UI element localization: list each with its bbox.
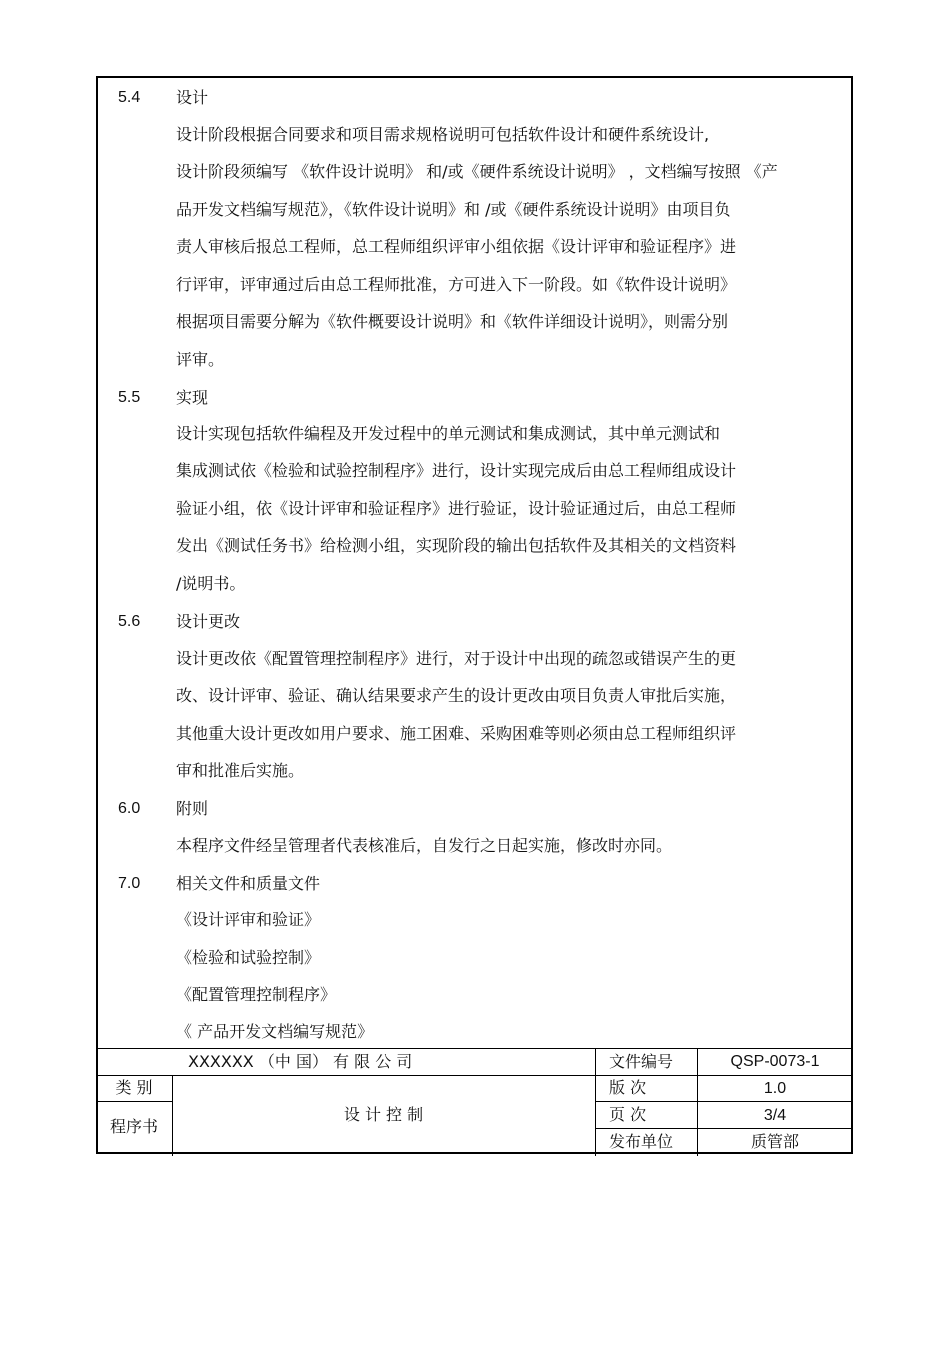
reference-item: 《检验和试验控制》 (176, 948, 321, 967)
reference-item: 《配置管理控制程序》 (176, 985, 337, 1004)
table-rule (96, 1048, 853, 1049)
paragraph-line: 设计实现包括软件编程及开发过程中的单元测试和集成测试，其中单元测试和 (176, 424, 721, 443)
section-title: 设计更改 (176, 612, 241, 631)
paragraph-line: 集成测试依《检验和试验控制程序》进行，设计实现完成后由总工程师组成设计 (176, 461, 737, 480)
paragraph-line: /说明书。 (176, 574, 246, 593)
paragraph-line: 评审。 (176, 350, 225, 369)
paragraph-line: 审和批准后实施。 (176, 761, 305, 780)
section-number: 5.4 (118, 89, 141, 106)
paragraph-line: 品开发文档编写规范》，《软件设计说明》和 /或《硬件系统设计说明》由项目负 (176, 200, 731, 219)
paragraph-line: 设计阶段须编写 《软件设计说明》 和/或《硬件系统设计说明》 ，文档编写按照 《产 (176, 162, 778, 181)
company-name: XXXXXX （中 国） 有 限 公 司 (188, 1052, 413, 1071)
table-rule (96, 1075, 853, 1076)
page-value: 3/4 (763, 1107, 787, 1124)
table-rule (595, 1128, 853, 1129)
reference-item: 《设计评审和验证》 (176, 910, 321, 929)
section-title: 附则 (176, 799, 209, 818)
paragraph-line: 改、设计评审、验证、确认结果要求产生的设计更改由项目负责人审批后实施， (176, 686, 737, 705)
category-label: 类 别 (115, 1078, 153, 1097)
table-rule (595, 1101, 853, 1102)
paragraph-line: 行评审，评审通过后由总工程师批准，方可进入下一阶段。如《软件设计说明》 (176, 275, 737, 294)
paragraph-line: 设计更改依《配置管理控制程序》进行，对于设计中出现的疏忽或错误产生的更 (176, 649, 737, 668)
section-number: 7.0 (118, 875, 141, 892)
document-frame (96, 76, 853, 1154)
doc-number-value: QSP-0073-1 (730, 1053, 820, 1070)
section-title: 实现 (176, 388, 209, 407)
table-rule (595, 1048, 596, 1156)
paragraph-line: 其他重大设计更改如用户要求、施工困难、采购困难等则必须由总工程师组织评 (176, 724, 737, 743)
paragraph-line: 责人审核后报总工程师，总工程师组织评审小组依据《设计评审和验证程序》进 (176, 237, 737, 256)
table-rule (96, 1101, 172, 1102)
doc-number-label: 文件编号 (609, 1052, 674, 1071)
paragraph-line: 验证小组，依《设计评审和验证程序》进行验证，设计验证通过后，由总工程师 (176, 499, 737, 518)
paragraph-line: 本程序文件经呈管理者代表核准后，自发行之日起实施，修改时亦同。 (176, 836, 673, 855)
section-title: 设计 (176, 88, 209, 107)
issuer-value: 质管部 (750, 1132, 799, 1151)
paragraph-line: 发出《测试任务书》给检测小组，实现阶段的输出包括软件及其相关的文档资料 (176, 536, 737, 555)
section-title: 相关文件和质量文件 (176, 874, 321, 893)
footer-control-table (96, 1048, 853, 1156)
document-title: 设 计 控 制 (343, 1105, 424, 1124)
category-value: 程序书 (109, 1117, 158, 1136)
document-body (98, 78, 851, 1048)
paragraph-line: 根据项目需要分解为《软件概要设计说明》和《软件详细设计说明》，则需分别 (176, 312, 729, 331)
issuer-label: 发布单位 (609, 1132, 674, 1151)
version-value: 1.0 (763, 1080, 787, 1097)
section-number: 5.6 (118, 613, 141, 630)
section-number: 6.0 (118, 800, 141, 817)
section-number: 5.5 (118, 389, 141, 406)
version-label: 版 次 (609, 1078, 647, 1097)
paragraph-line: 设计阶段根据合同要求和项目需求规格说明可包括软件设计和硬件系统设计, (176, 125, 710, 144)
reference-item: 《 产品开发文档编写规范》 (176, 1022, 374, 1041)
page-label: 页 次 (609, 1105, 647, 1124)
